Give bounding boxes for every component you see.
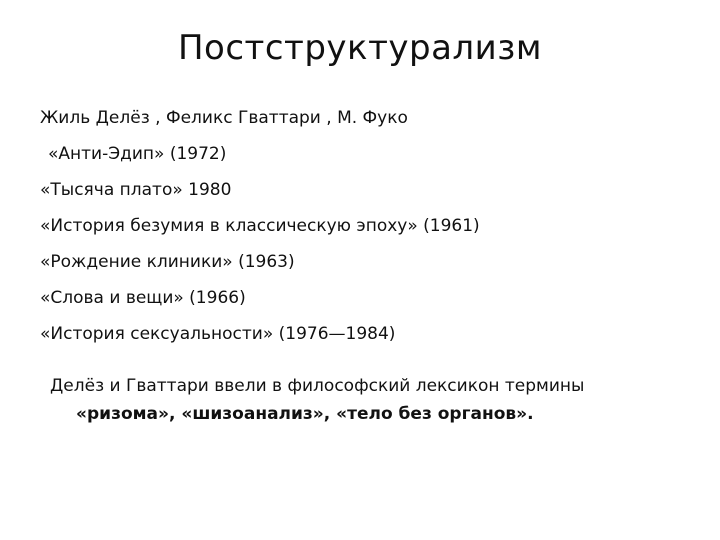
work-item: «История сексуальности» (1976—1984)	[40, 324, 396, 344]
work-item: «Тысяча плато» 1980	[40, 180, 232, 200]
work-item: «Рождение клиники» (1963)	[40, 252, 295, 272]
slide-title: Постструктурализм	[177, 28, 542, 68]
terms-paragraph	[40, 372, 700, 428]
terms-list: «ризома», «шизоанализ», «тело без органов».	[76, 404, 534, 424]
slide-content	[40, 100, 700, 428]
terms-intro: Делёз и Гваттари ввели в философский лексикон термины	[50, 376, 585, 396]
authors-line: Жиль Делёз , Феликс Гваттари , М. Фуко	[40, 108, 408, 128]
work-item: «История безумия в классическую эпоху» (1961)	[40, 216, 480, 236]
work-item: «Анти-Эдип» (1972)	[48, 144, 227, 164]
work-item: «Слова и вещи» (1966)	[40, 288, 246, 308]
